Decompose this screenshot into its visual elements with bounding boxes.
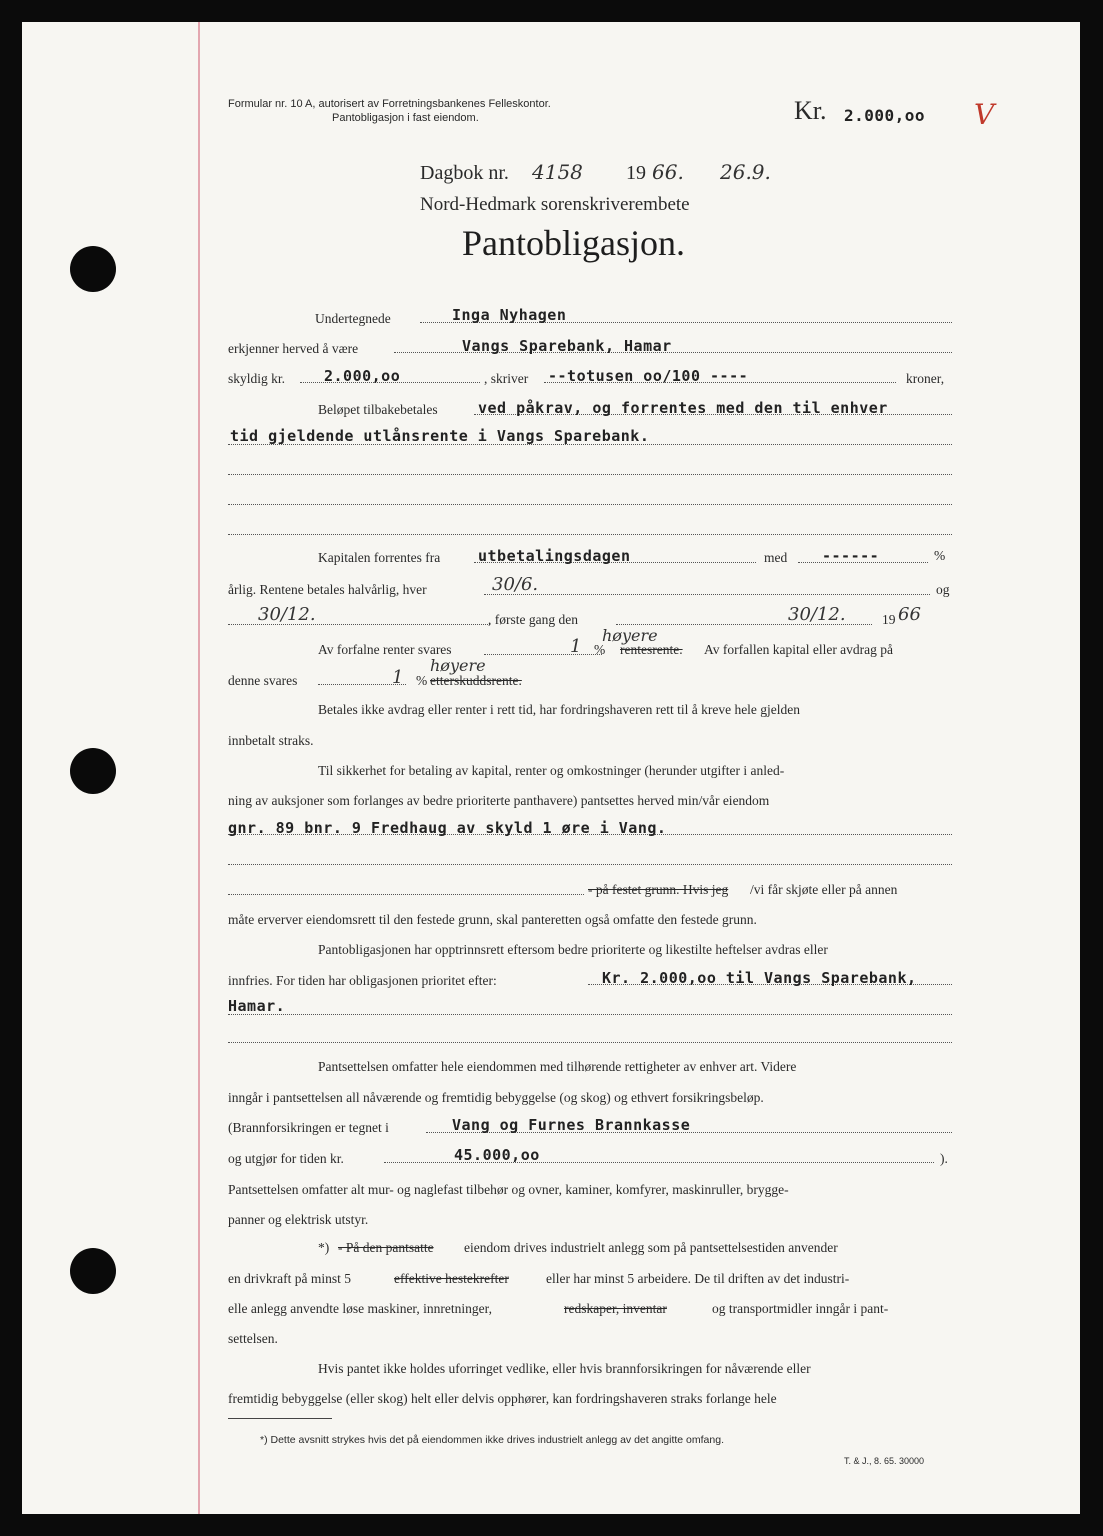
journal-year: 66. [652,160,684,184]
paragraph-8a: Hvis pantet ikke holdes uforringet vedlike, eller hvis brannforsikringen for nåværende eller [318,1361,811,1376]
paragraph-7c-2: redskaper, inventar [564,1301,667,1316]
paragraph-1b: innbetalt straks. [228,733,314,748]
paragraph-4b: innfries. For tiden har obligasjonen prioritet efter: [228,973,497,988]
paragraph-8b: fremtidig bebyggelse (eller skog) helt eller delvis opphører, kan fordringshaveren straks forlange hele [228,1391,777,1406]
med-label: med [764,550,788,565]
forfalne-percent-sign: % [594,642,606,657]
form-subtitle: Pantobligasjon i fast eiendom. [332,112,479,124]
forfalne-line [484,654,602,655]
undertegnede-value: Inga Nyhagen [452,306,567,324]
paragraph-5d-end: ). [940,1151,948,1166]
amount-value: 2.000,oo [844,106,926,125]
paragraph-1a: Betales ikke avdrag eller renter i rett tid, har fordringshaveren rett til å kreve hele gjelden [318,702,801,717]
forste-year-prefix: 19 [882,612,896,627]
forfalne-percent: 1 [570,636,582,657]
punch-hole-2 [70,748,116,794]
paragraph-7c-3: og transportmidler inngår i pant- [712,1301,889,1316]
og-label: og [936,582,950,597]
belopet-line-5 [228,534,952,535]
punch-hole-1 [70,246,116,292]
festet-line [228,894,584,895]
paragraph-3b: måte erverver eiendomsrett til den festede grunn, skal panteretten også omfatte den festede grunn. [228,912,757,927]
denne-word: høyere [430,656,486,675]
undertegnede-label: Undertegnede [315,311,391,326]
denne-percent-sign: % [416,673,428,688]
insurer-name: Vang og Furnes Brannkasse [452,1116,691,1134]
second-payment-date: 30/12. [258,604,316,625]
printer-mark: T. & J., 8. 65. 30000 [844,1456,925,1466]
belopet-value-2: tid gjeldende utlånsrente i Vangs Sparebank. [230,427,650,445]
paragraph-7b-3: eller har minst 5 arbeidere. De til driften av det industri- [546,1271,850,1286]
belopet-line-4 [228,504,952,505]
priority-line-2 [228,1014,952,1015]
paragraph-7b-1: en drivkraft på minst 5 [228,1271,351,1286]
erkjenner-label: erkjenner herved å være [228,341,359,356]
arlig-line [484,594,930,595]
paragraph-5b: inngår i pantsettelsen all nåværende og fremtidig bebyggelse (og skog) og ethvert forsikringsbeløp. [228,1090,764,1105]
festet-rest: /vi får skjøte eller på annen [750,882,898,897]
denne-rest: etterskuddsrente. [430,673,522,688]
journal-year-prefix: 19 [626,162,646,184]
festet-struck-text: - på festet grunn. Hvis jeg [588,882,729,897]
paragraph-7-struck: - På den pantsatte [338,1240,434,1255]
forfalne-rest: rentesrente. [620,642,683,657]
punch-hole-3 [70,1248,116,1294]
paragraph-5c: (Brannforsikringen er tegnet i [228,1120,389,1135]
first-payment-date: 30/6. [492,574,539,595]
arlig-label: årlig. Rentene betales halvårlig, hver [228,582,427,597]
skyldig-value: 2.000,oo [324,367,401,385]
footnote: *) Dette avsnitt strykes hvis det på eiendommen ikke drives industrielt anlegg av det angitte omfang. [260,1434,724,1446]
check-mark: V [974,98,995,131]
paragraph-7c-1: elle anlegg anvendte løse maskiner, innretninger, [228,1301,492,1316]
percent-sign: % [934,548,946,563]
form-number: Formular nr. 10 A, autorisert av Forretningsbankenes Felleskontor. [228,98,551,110]
forste-label: , første gang den [488,612,578,627]
belopet-label: Beløpet tilbakebetales [318,402,438,417]
margin-line [198,22,200,1514]
forste-year: 66 [898,604,921,625]
kapitalen-label: Kapitalen forrentes fra [318,550,441,565]
paragraph-7-star: *) [318,1240,330,1255]
journal-number: 4158 [532,160,583,184]
med-value: ------ [822,547,880,565]
forfalne-word: høyere [602,626,658,645]
denne-percent: 1 [392,667,404,688]
office-name: Nord-Hedmark sorenskriverembete [420,194,690,215]
document-title: Pantobligasjon. [462,223,685,263]
denne-label: denne svares [228,673,298,688]
amount-label: Kr. [794,96,827,125]
journal-label: Dagbok nr. [420,162,509,184]
priority-line-3 [228,1042,952,1043]
paragraph-2b: ning av auksjoner som forlanges av bedre prioriterte panthavere) pantsettes herved min/vår eiendom [228,793,770,808]
property-line-2 [228,864,952,865]
paragraph-6b: panner og elektrisk utstyr. [228,1212,369,1227]
paragraph-7d: settelsen. [228,1331,278,1346]
belopet-value-1: ved påkrav, og forrentes med den til enhver [478,399,888,417]
paragraph-6a: Pantsettelsen omfatter alt mur- og naglefast tilbehør og ovner, kaminer, komfyrer, maskinruller, brygge- [228,1182,789,1197]
skriver-value: --totusen oo/100 ---- [548,367,749,385]
property-description: gnr. 89 bnr. 9 Fredhaug av skyld 1 øre i Vang. [228,819,667,837]
paragraph-5a: Pantsettelsen omfatter hele eiendommen med tilhørende rettigheter av enhver art. Videre [318,1059,797,1074]
kapitalen-value: utbetalingsdagen [478,547,631,565]
skyldig-label: skyldig kr. [228,371,286,386]
paragraph-7a: eiendom drives industrielt anlegg som på pantsettelsestiden anvender [464,1240,838,1255]
priority-text-2: Hamar. [228,997,286,1015]
forfalne-label: Av forfalne renter svares [318,642,452,657]
insured-amount: 45.000,oo [454,1146,540,1164]
kroner-label: kroner, [906,371,945,386]
priority-text-1: Kr. 2.000,oo til Vangs Sparebank, [602,969,917,987]
forfalne-rest-2: Av forfallen kapital eller avdrag på [704,642,894,657]
paragraph-7b-2: effektive hestekrefter [394,1271,509,1286]
document-page [22,22,1080,1514]
forste-date: 30/12. [788,604,846,625]
paragraph-2a: Til sikkerhet for betaling av kapital, renter og omkostninger (herunder utgifter i anled- [318,763,785,778]
paragraph-5d: og utgjør for tiden kr. [228,1151,344,1166]
skriver-label: , skriver [484,371,529,386]
paragraph-4a: Pantobligasjonen har opptrinnsrett eftersom bedre prioriterte og likestilte heftelser avdras eller [318,942,828,957]
footnote-divider [228,1418,332,1419]
erkjenner-value: Vangs Sparebank, Hamar [462,337,672,355]
belopet-line-3 [228,474,952,475]
journal-date: 26.9. [720,160,771,184]
